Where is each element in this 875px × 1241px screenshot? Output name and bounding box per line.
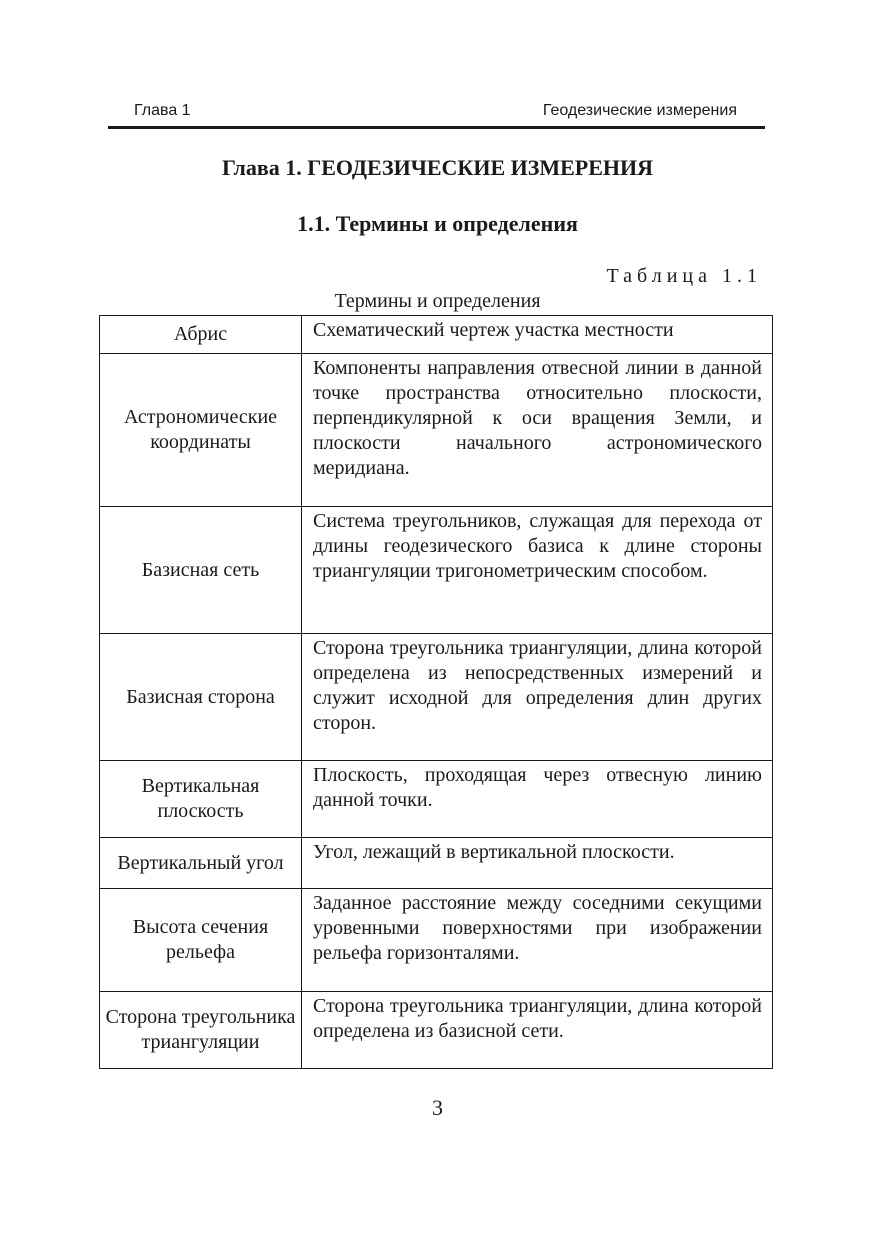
table-row bbox=[100, 634, 773, 761]
term-cell: Сторона треугольника триангуляции bbox=[100, 992, 302, 1069]
term-cell: Базисная сторона bbox=[100, 634, 302, 761]
term-cell: Базисная сеть bbox=[100, 507, 302, 634]
definition-cell: Сторона треугольника триангуляции, длина которой определена из непосредственных измерений и служит исходной для определения длин других сторон. bbox=[302, 634, 773, 761]
section-title: 1.1. Термины и определения bbox=[297, 211, 578, 236]
table-row bbox=[100, 354, 773, 507]
definition-cell: Сторона треугольника триангуляции, длина которой определена из базисной сети. bbox=[302, 992, 773, 1069]
chapter-title: Глава 1. ГЕОДЕЗИЧЕСКИЕ ИЗМЕРЕНИЯ bbox=[221, 155, 654, 180]
definition-cell: Плоскость, проходящая через отвесную линию данной точки. bbox=[302, 761, 773, 838]
definition-cell: Схематический чертеж участка местности bbox=[302, 316, 773, 354]
table-row bbox=[100, 761, 773, 838]
definition-cell: Заданное расстояние между соседними секущими уровенными поверхностями при изображении рельефа горизонталями. bbox=[302, 889, 773, 992]
terms-table bbox=[99, 315, 773, 1069]
table-row bbox=[100, 992, 773, 1069]
term-cell: Вертикальная плоскость bbox=[100, 761, 302, 838]
term-cell: Высота сечения рельефа bbox=[100, 889, 302, 992]
table-row bbox=[100, 838, 773, 889]
page-number: 3 bbox=[432, 1095, 443, 1120]
table-row bbox=[100, 316, 773, 354]
term-cell: Астрономические координаты bbox=[100, 354, 302, 507]
definition-cell: Компоненты направления отвесной линии в данной точке пространства относительно плоскости, перпендикулярной к оси вращения Земли, и плоскости начального астрономического меридиана. bbox=[302, 354, 773, 507]
definition-cell: Система треугольников, служащая для перехода от длины геодезического базиса к длине стороны триангуляции тригонометрическим способом. bbox=[302, 507, 773, 634]
table-row bbox=[100, 507, 773, 634]
definition-cell: Угол, лежащий в вертикальной плоскости. bbox=[302, 838, 773, 889]
table-row bbox=[100, 889, 773, 992]
term-cell: Вертикальный угол bbox=[100, 838, 302, 889]
running-header-topic: Геодезические измерения bbox=[542, 102, 737, 119]
table-caption: Термины и определения bbox=[334, 290, 541, 312]
table-number: Таблица 1.1 bbox=[606, 265, 762, 287]
running-header bbox=[108, 100, 765, 129]
running-header-chapter: Глава 1 bbox=[134, 102, 191, 119]
term-cell: Абрис bbox=[100, 316, 302, 354]
